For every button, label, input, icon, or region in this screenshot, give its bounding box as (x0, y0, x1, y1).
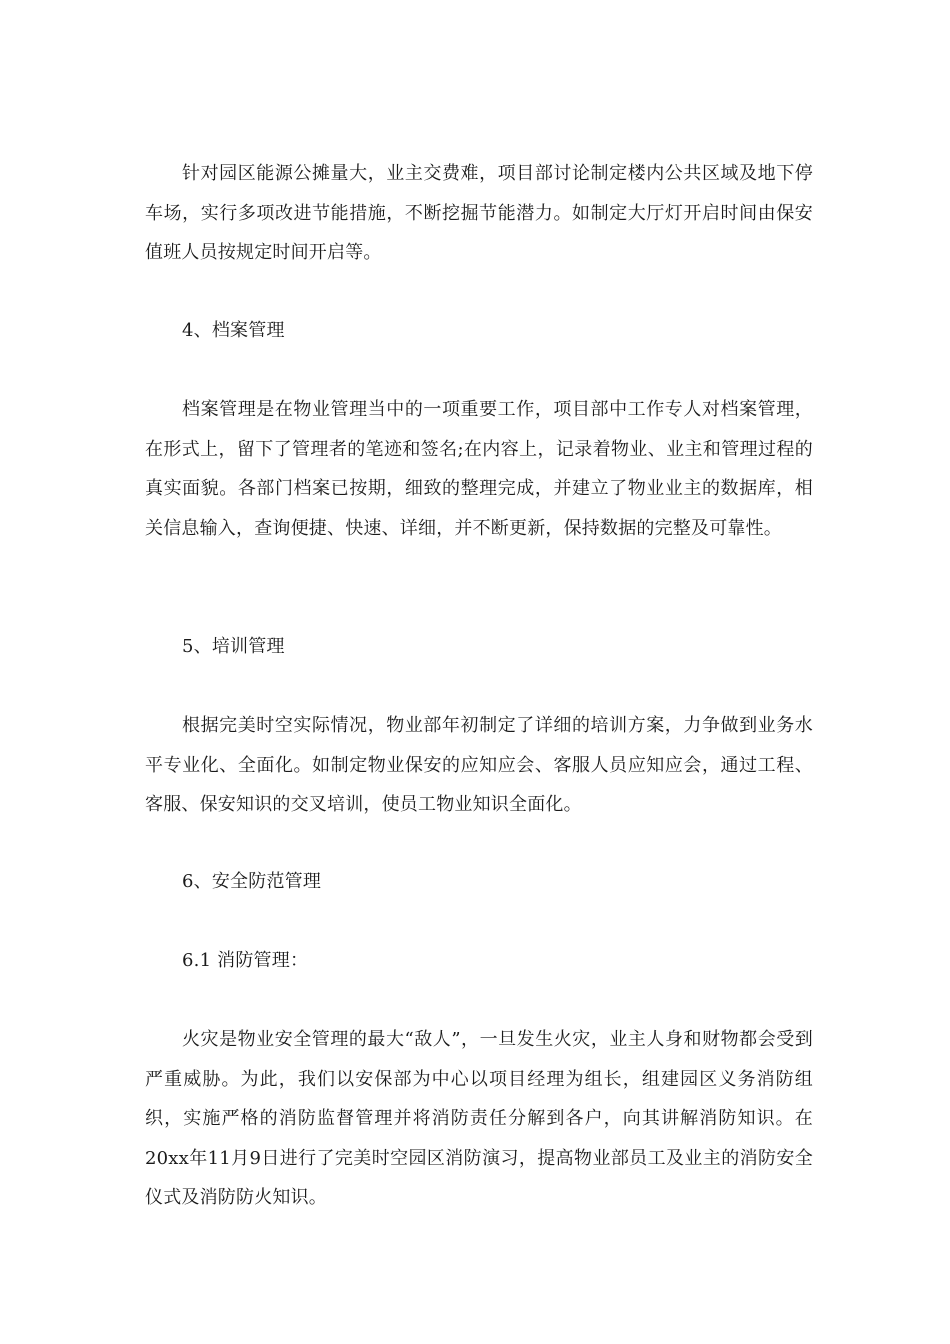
heading-fire-management: 6.1 消防管理： (182, 950, 309, 971)
heading-security-management: 6、安全防范管理 (182, 871, 322, 892)
paragraph-energy-saving: 针对园区能源公摊量大，业主交费难，项目部讨论制定楼内公共区域及地下停车场，实行多项改进节能措施，不断挖掘节能潜力。如制定大厅灯开启时间由保安值班人员按规定时间开启等。 (145, 163, 813, 263)
paragraph-fire-management: 火灾是物业安全管理的最大“敌人”，一旦发生火灾，业主人身和财物都会受到严重威胁。为此，我们以安保部为中心以项目经理为组长，组建园区义务消防组织，实施严格的消防监督管理并将消防责任分解到各户，向其讲解消防知识。在20xx年11月9日进行了完美时空园区消防演习，提高物业部员工及业主的消防安全仪式及消防防火知识。 (145, 1029, 813, 1208)
paragraph-archives-management: 档案管理是在物业管理当中的一项重要工作，项目部中工作专人对档案管理，在形式上，留下了管理者的笔迹和签名;在内容上，记录着物业、业主和管理过程的真实面貌。各部门档案已按期，细致的整理完成，并建立了物业业主的数据库，相关信息输入，查询便捷、快速、详细，并不断更新，保持数据的完整及可靠性。 (145, 399, 813, 539)
heading-training-management: 5、培训管理 (182, 636, 285, 657)
paragraph-training-management: 根据完美时空实际情况，物业部年初制定了详细的培训方案，力争做到业务水平专业化、全面化。如制定物业保安的应知应会、客服人员应知应会，通过工程、客服、保安知识的交叉培训，使员工物业知识全面化。 (145, 715, 813, 815)
heading-archives-management: 4、档案管理 (182, 320, 285, 341)
